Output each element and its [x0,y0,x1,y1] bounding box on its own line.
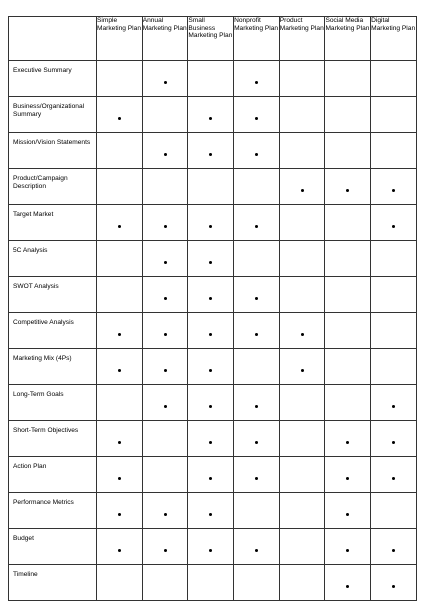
table-cell [279,169,325,205]
header-corner-cell [9,17,97,61]
table-cell [279,385,325,421]
dot-icon [392,225,395,228]
table-row [9,349,417,385]
header-plan-social-media: Social Media Marketing Plan [325,17,371,61]
dot-icon [118,117,121,120]
table-cell [142,457,188,493]
dot-icon [392,477,395,480]
table-row [9,565,417,601]
dot-icon [255,441,258,444]
table-cell [188,241,234,277]
table-cell [142,205,188,241]
table-cell [234,421,280,457]
table-cell [97,205,143,241]
header-plan-annual: Annual Marketing Plan [142,17,188,61]
table-cell [371,61,417,97]
table-row [9,133,417,169]
table-cell [142,349,188,385]
dot-icon [118,369,121,372]
table-row [9,493,417,529]
dot-icon [209,441,212,444]
table-cell [325,529,371,565]
dot-icon [255,549,258,552]
row-label: Budget [9,529,97,565]
row-label: Business/Organizational Summary [9,97,97,133]
table-cell [325,385,371,421]
table-cell [279,421,325,457]
table-cell [234,529,280,565]
table-row [9,97,417,133]
dot-icon [209,153,212,156]
table-cell [97,241,143,277]
table-cell [279,97,325,133]
header-plan-simple: Simple Marketing Plan [97,17,143,61]
table-cell [325,169,371,205]
table-cell [325,97,371,133]
table-cell [188,61,234,97]
table-cell [188,133,234,169]
dot-icon [164,81,167,84]
table-cell [371,529,417,565]
dot-icon [209,477,212,480]
dot-icon [255,81,258,84]
dot-icon [301,189,304,192]
table-cell [234,169,280,205]
dot-icon [164,513,167,516]
table-cell [234,133,280,169]
dot-icon [209,513,212,516]
table-cell [371,277,417,313]
dot-icon [255,153,258,156]
dot-icon [209,117,212,120]
table-cell [325,205,371,241]
dot-icon [164,405,167,408]
dot-icon [346,513,349,516]
table-cell [142,133,188,169]
table-row [9,385,417,421]
row-label: Timeline [9,565,97,601]
table-cell [142,385,188,421]
table-cell [142,421,188,457]
table-row [9,529,417,565]
table-row [9,61,417,97]
dot-icon [164,333,167,336]
table-cell [234,97,280,133]
dot-icon [255,297,258,300]
table-cell [234,277,280,313]
table-cell [142,97,188,133]
row-label: Long-Term Goals [9,385,97,421]
table-cell [97,421,143,457]
dot-icon [392,441,395,444]
dot-icon [118,477,121,480]
row-label: Competitive Analysis [9,313,97,349]
table-cell [279,133,325,169]
table-cell [279,529,325,565]
table-cell [97,493,143,529]
table-cell [371,493,417,529]
dot-icon [255,477,258,480]
dot-icon [118,513,121,516]
table-cell [97,313,143,349]
dot-icon [392,405,395,408]
table-cell [188,565,234,601]
dot-icon [255,225,258,228]
table-cell [234,205,280,241]
dot-icon [346,189,349,192]
table-cell [371,133,417,169]
table-row [9,241,417,277]
dot-icon [346,549,349,552]
dot-icon [118,441,121,444]
dot-icon [346,441,349,444]
table-cell [325,61,371,97]
table-cell [234,385,280,421]
header-plan-product: Product Marketing Plan [279,17,325,61]
table-cell [234,565,280,601]
table-cell [142,529,188,565]
table-cell [234,349,280,385]
dot-icon [118,333,121,336]
table-cell [188,277,234,313]
dot-icon [118,549,121,552]
dot-icon [392,189,395,192]
table-cell [371,385,417,421]
table-cell [97,169,143,205]
table-cell [97,97,143,133]
table-cell [97,277,143,313]
row-label: Product/Campaign Description [9,169,97,205]
table-cell [279,565,325,601]
dot-icon [164,549,167,552]
table-cell [279,457,325,493]
table-cell [188,421,234,457]
table-cell [234,61,280,97]
table-cell [234,493,280,529]
table-cell [142,61,188,97]
table-cell [325,493,371,529]
dot-icon [301,369,304,372]
table-cell [279,241,325,277]
dot-icon [209,369,212,372]
dot-icon [164,369,167,372]
table-cell [188,529,234,565]
table-cell [142,565,188,601]
table-cell [371,169,417,205]
table-cell [371,205,417,241]
table-cell [325,133,371,169]
table-cell [188,205,234,241]
dot-icon [209,405,212,408]
table-cell [325,421,371,457]
table-cell [279,349,325,385]
table-row [9,457,417,493]
table-cell [188,385,234,421]
dot-icon [209,261,212,264]
table-cell [234,241,280,277]
table-cell [97,457,143,493]
table-cell [188,493,234,529]
table-cell [371,565,417,601]
table-cell [142,169,188,205]
dot-icon [255,405,258,408]
row-label: Target Market [9,205,97,241]
table-cell [325,277,371,313]
table-cell [142,277,188,313]
table-cell [142,313,188,349]
dot-icon [255,333,258,336]
table-cell [234,457,280,493]
table-cell [371,421,417,457]
table-row [9,277,417,313]
table-cell [188,313,234,349]
dot-icon [346,477,349,480]
table-cell [188,457,234,493]
row-label: Executive Summary [9,61,97,97]
table-cell [234,313,280,349]
header-plan-small-business: Small Business Marketing Plan [188,17,234,61]
dot-icon [209,225,212,228]
row-label: Action Plan [9,457,97,493]
row-label: SWOT Analysis [9,277,97,313]
dot-icon [255,117,258,120]
dot-icon [346,585,349,588]
table-cell [97,349,143,385]
dot-icon [164,297,167,300]
table-cell [188,169,234,205]
table-cell [188,349,234,385]
table-cell [279,205,325,241]
table-cell [325,457,371,493]
header-row [9,17,417,61]
table-cell [371,241,417,277]
header-plan-digital: Digital Marketing Plan [371,17,417,61]
table-cell [279,61,325,97]
dot-icon [392,585,395,588]
table-row [9,313,417,349]
header-plan-nonprofit: Nonprofit Marketing Plan [234,17,280,61]
dot-icon [164,225,167,228]
comparison-table [8,16,417,601]
table-cell [371,313,417,349]
dot-icon [164,261,167,264]
dot-icon [209,549,212,552]
table-cell [97,61,143,97]
table-cell [325,349,371,385]
table-header [9,17,417,61]
dot-icon [392,549,395,552]
table-cell [371,349,417,385]
table-cell [325,565,371,601]
table-cell [97,385,143,421]
dot-icon [209,297,212,300]
row-label: Mission/Vision Statements [9,133,97,169]
row-label: Performance Metrics [9,493,97,529]
row-label: Short-Term Objectives [9,421,97,457]
row-label: Marketing Mix (4Ps) [9,349,97,385]
table-cell [97,133,143,169]
table-row [9,169,417,205]
table-cell [142,493,188,529]
table-row [9,421,417,457]
table-body [9,61,417,601]
dot-icon [118,225,121,228]
dot-icon [209,333,212,336]
table-cell [97,529,143,565]
table-cell [325,241,371,277]
table-cell [279,313,325,349]
dot-icon [164,153,167,156]
table-row [9,205,417,241]
table-cell [371,457,417,493]
table-cell [325,313,371,349]
table-cell [279,493,325,529]
row-label: 5C Analysis [9,241,97,277]
table-cell [142,241,188,277]
table-cell [371,97,417,133]
table-cell [279,277,325,313]
dot-icon [301,333,304,336]
table-cell [97,565,143,601]
table-cell [188,97,234,133]
